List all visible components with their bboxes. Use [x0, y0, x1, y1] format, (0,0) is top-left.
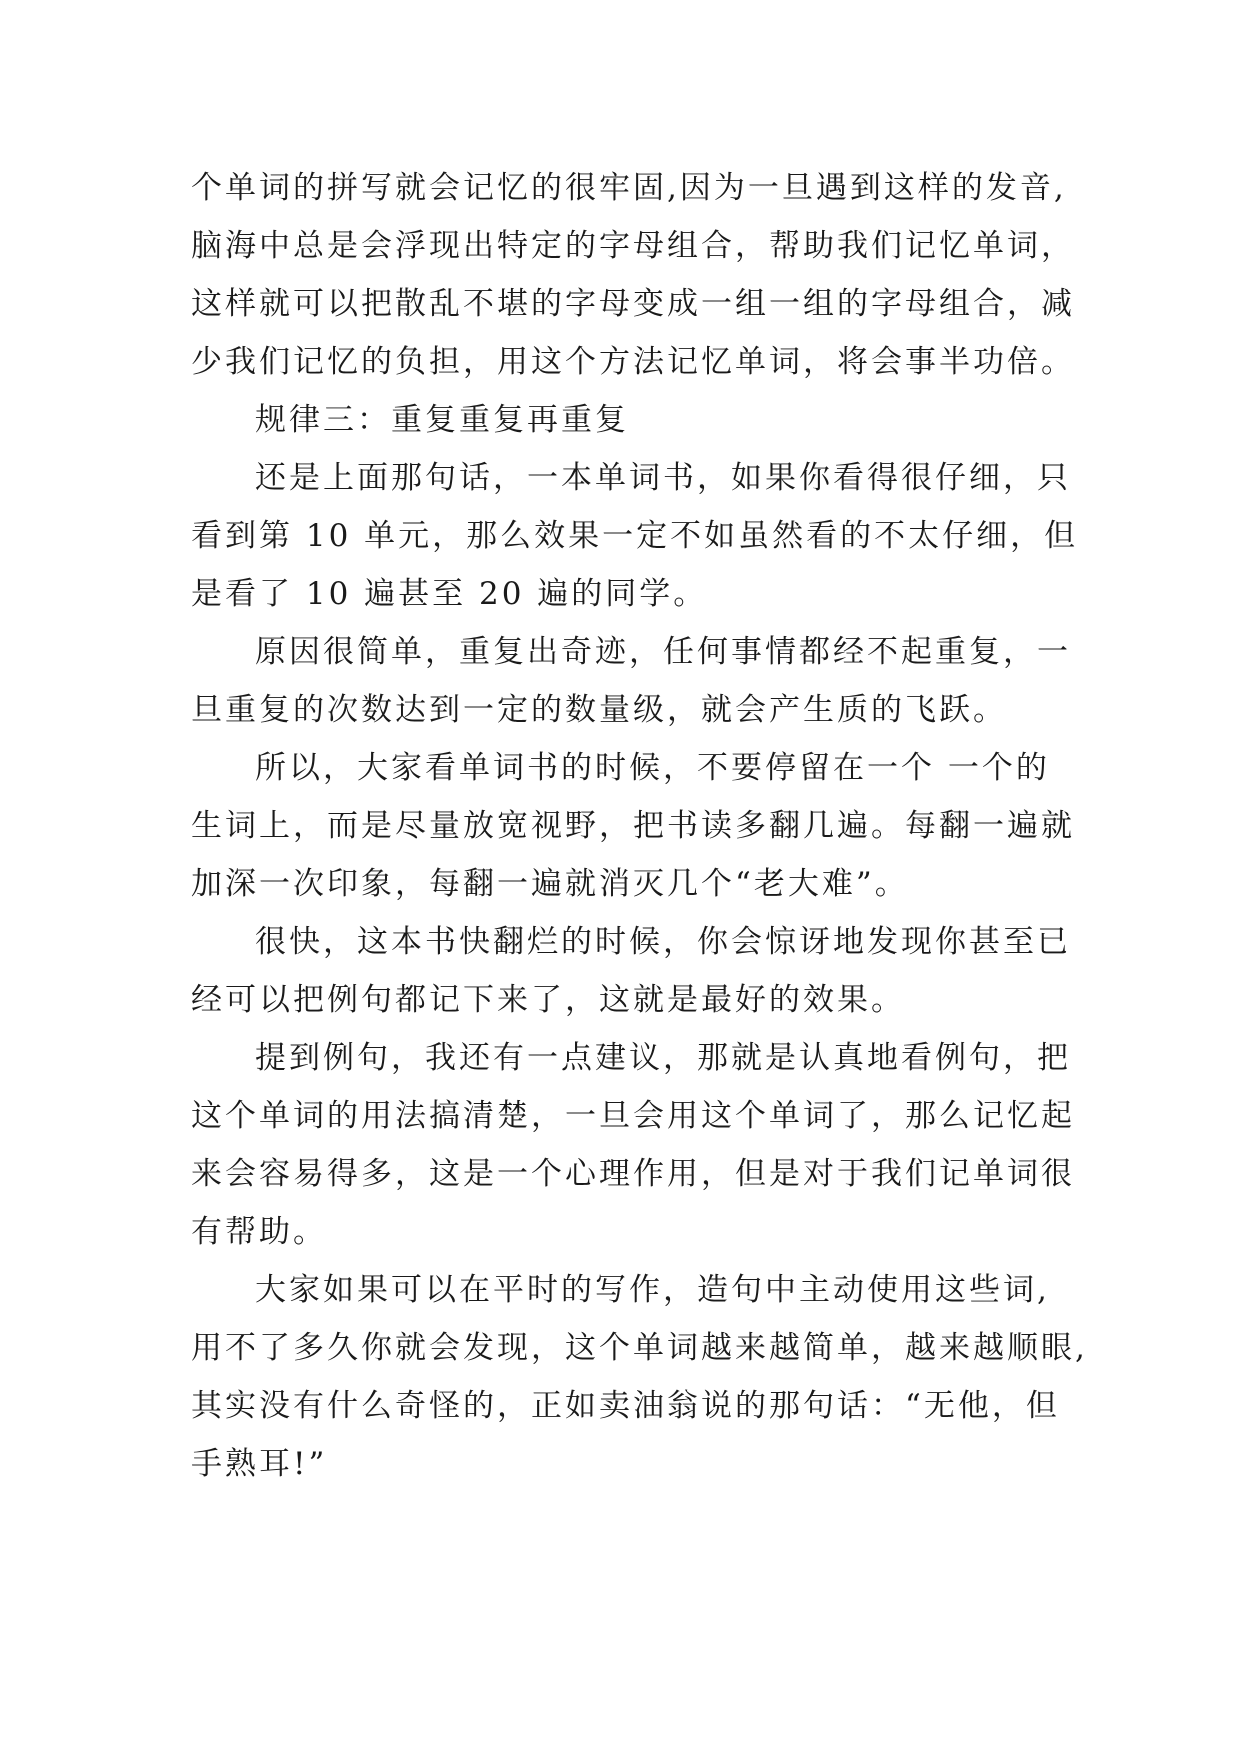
text-line: 所以，大家看单词书的时候，不要停留在一个 一个的 — [255, 750, 1050, 786]
text-line: 旦重复的次数达到一定的数量级，就会产生质的飞跃。 — [191, 692, 1007, 728]
text-line: 经可以把例句都记下来了，这就是最好的效果。 — [191, 982, 905, 1018]
text-line: 原因很简单，重复出奇迹，任何事情都经不起重复，一 — [255, 634, 1071, 670]
text-line: 很快，这本书快翻烂的时候，你会惊讶地发现你甚至已 — [255, 924, 1071, 960]
paragraph — [191, 449, 1081, 623]
text-line: 这样就可以把散乱不堪的字母变成一组一组的字母组合，减 — [191, 286, 1075, 322]
body-text — [191, 159, 1088, 1493]
text-line: 用不了多久你就会发现，这个单词越来越简单，越来越顺眼, — [191, 1330, 1088, 1366]
text-line: 有帮助。 — [191, 1214, 327, 1250]
text-line: 个单词的拼写就会记忆的很牢固,因为一旦遇到这样的发音, — [191, 170, 1067, 206]
text-line: 大家如果可以在平时的写作，造句中主动使用这些词, — [255, 1272, 1050, 1308]
text-line: 是看了 10 遍甚至 20 遍的同学。 — [191, 576, 708, 612]
text-line: 加深一次印象，每翻一遍就消灭几个“老大难”。 — [191, 866, 909, 902]
text-line: 脑海中总是会浮现出特定的字母组合，帮助我们记忆单词， — [191, 228, 1075, 264]
text-line: 这个单词的用法搞清楚，一旦会用这个单词了，那么记忆起 — [191, 1098, 1075, 1134]
text-line: 生词上，而是尽量放宽视野，把书读多翻几遍。每翻一遍就 — [191, 808, 1075, 844]
text-line: 来会容易得多，这是一个心理作用，但是对于我们记单词很 — [191, 1156, 1075, 1192]
text-line: 少我们记忆的负担，用这个方法记忆单词，将会事半功倍。 — [191, 344, 1075, 380]
paragraph — [191, 159, 1081, 391]
text-line: 手熟耳!” — [191, 1446, 328, 1482]
heading-line: 规律三：重复重复再重复 — [255, 402, 629, 438]
text-line: 提到例句，我还有一点建议，那就是认真地看例句，把 — [255, 1040, 1071, 1076]
paragraph — [191, 1029, 1081, 1261]
paragraph — [191, 739, 1081, 913]
section-heading — [191, 391, 1081, 449]
paragraph — [191, 1261, 1088, 1493]
paragraph — [191, 913, 1081, 1029]
text-line: 还是上面那句话，一本单词书，如果你看得很仔细，只 — [255, 460, 1071, 496]
paragraph — [191, 623, 1081, 739]
text-line: 看到第 10 单元，那么效果一定不如虽然看的不太仔细，但 — [191, 518, 1079, 554]
text-line: 其实没有什么奇怪的，正如卖油翁说的那句话：“无他，但 — [191, 1388, 1060, 1424]
